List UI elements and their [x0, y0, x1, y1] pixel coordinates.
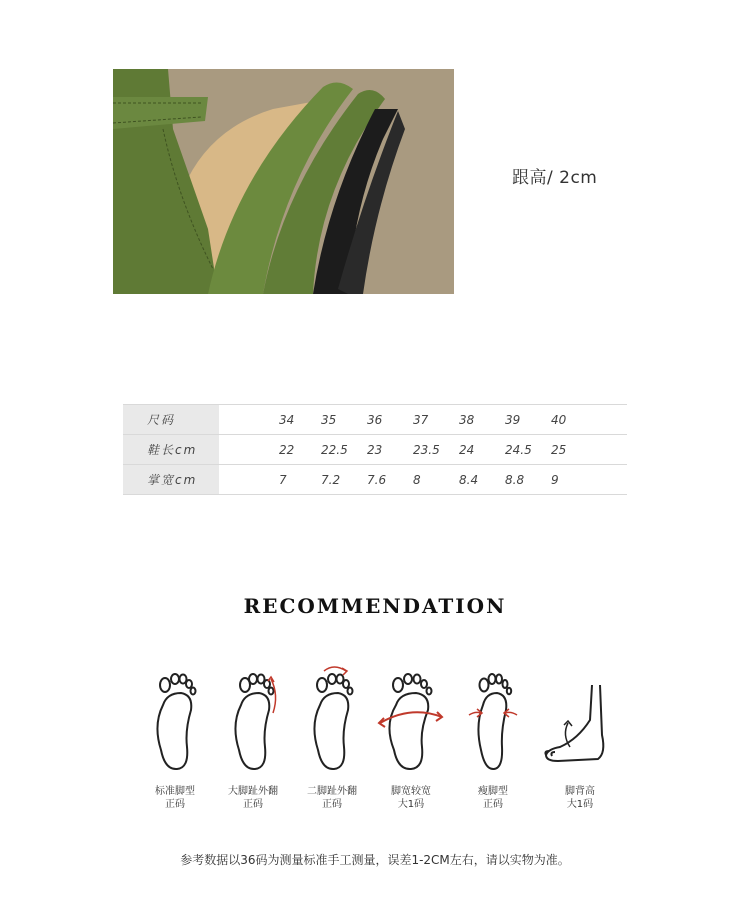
heel-height-label: 跟高/ 2cm: [512, 168, 598, 188]
table-row: [123, 405, 627, 435]
table-cell: 36: [367, 405, 413, 435]
size-table: [123, 404, 627, 495]
table-cell: 38: [459, 405, 505, 435]
table-cell: 40: [551, 405, 627, 435]
foot-type-name: 标准脚型: [155, 786, 195, 797]
table-cell: 7.2: [321, 465, 367, 495]
foot-type-item: [371, 665, 451, 811]
table-cell: 22: [279, 435, 321, 465]
foot-type-item: [453, 665, 533, 811]
table-cell: 25: [551, 435, 627, 465]
product-photo: [113, 69, 454, 294]
foot-type-item: [213, 665, 293, 811]
foot-type-name: 大脚趾外翻: [228, 786, 278, 797]
foot-type-name: 脚宽较宽: [391, 786, 431, 797]
row-label: 鞋长cm: [123, 435, 219, 465]
table-cell: 7: [279, 465, 321, 495]
wide-foot-icon: [376, 665, 446, 775]
foot-type-name: 脚背高: [565, 786, 595, 797]
thin-foot-icon: [463, 665, 523, 775]
table-row: [123, 465, 627, 495]
table-cell: 35: [321, 405, 367, 435]
high-instep-icon: [540, 665, 620, 775]
row-label: 尺码: [123, 405, 219, 435]
table-cell: 23: [367, 435, 413, 465]
table-cell: 34: [279, 405, 321, 435]
measurement-note: 参考数据以36码为测量标准手工测量，误差1-2CM左右，请以实物为准。: [180, 853, 570, 867]
foot-type-advice: 正码: [322, 799, 342, 810]
table-cell: 24.5: [505, 435, 551, 465]
foot-type-advice: 正码: [483, 799, 503, 810]
foot-type-advice: 大1码: [397, 799, 425, 810]
table-cell: 22.5: [321, 435, 367, 465]
foot-type-advice: 正码: [243, 799, 263, 810]
foot-type-item: [135, 665, 215, 811]
foot-type-advice: 正码: [165, 799, 185, 810]
foot-type-name: 二脚趾外翻: [307, 786, 357, 797]
table-row: [123, 435, 627, 465]
second-toe-valgus-icon: [302, 665, 362, 775]
foot-type-name: 瘦脚型: [478, 786, 508, 797]
table-cell: 8.8: [505, 465, 551, 495]
recommendation-title: RECOMMENDATION: [243, 594, 507, 618]
row-label: 掌宽cm: [123, 465, 219, 495]
table-cell: 7.6: [367, 465, 413, 495]
table-cell: 8: [413, 465, 459, 495]
foot-type-advice: 大1码: [566, 799, 594, 810]
table-cell: 23.5: [413, 435, 459, 465]
table-cell: 37: [413, 405, 459, 435]
table-cell: 9: [551, 465, 627, 495]
foot-type-item: [292, 665, 372, 811]
big-toe-valgus-icon: [223, 665, 283, 775]
table-cell: 39: [505, 405, 551, 435]
foot-type-item: [540, 665, 620, 811]
standard-foot-icon: [145, 665, 205, 775]
table-cell: 24: [459, 435, 505, 465]
table-cell: 8.4: [459, 465, 505, 495]
foot-type-guide: [135, 665, 625, 825]
